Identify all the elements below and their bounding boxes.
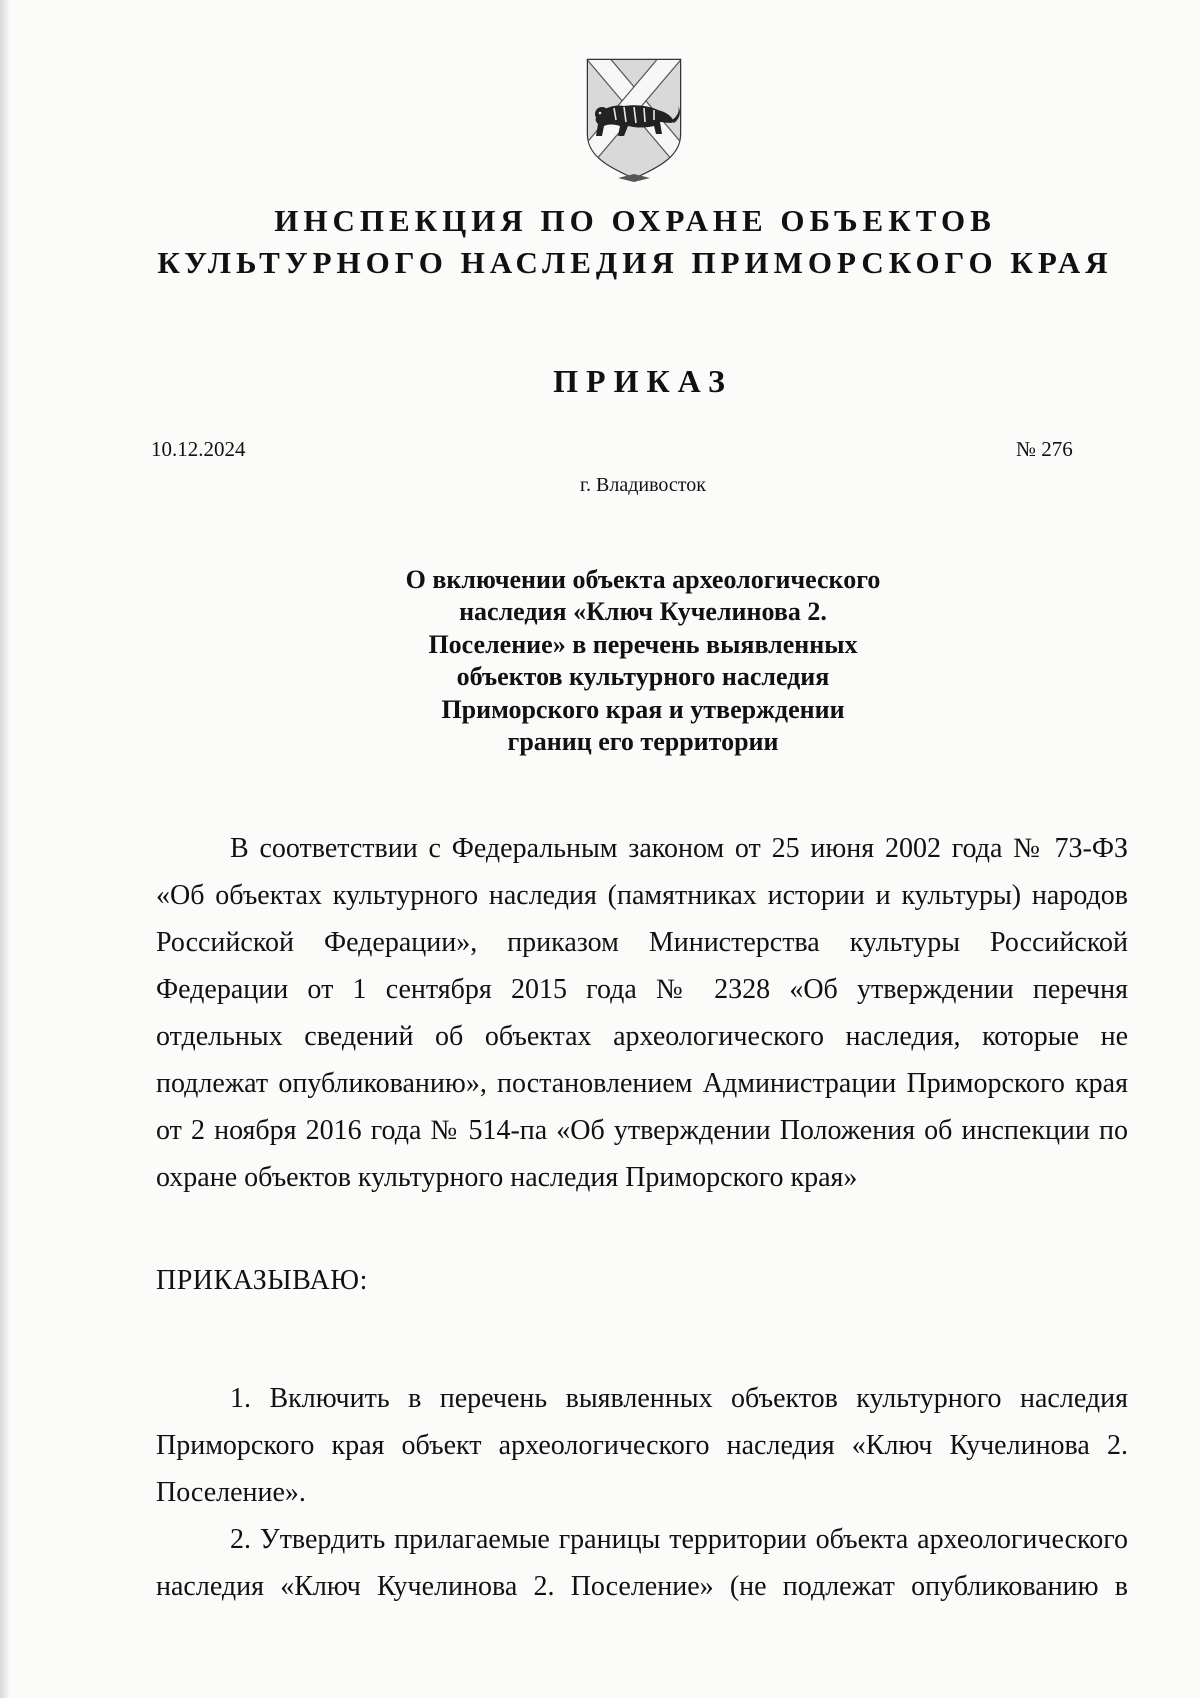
document-type-title: ПРИКАЗ xyxy=(553,363,733,399)
order-item-2 xyxy=(156,1516,1128,1610)
subject-line: наследия «Ключ Кучелинова 2. xyxy=(459,597,827,627)
document-date: 10.12.2024 xyxy=(151,437,246,461)
order-item-line: 1. Включить в перечень выявленных объектов культурного наследия xyxy=(230,1383,1128,1414)
preamble-line: Федерации от 1 сентября 2015 года № 2328 «Об утверждении перечня xyxy=(156,974,1128,1005)
preamble-paragraph xyxy=(156,825,1128,1201)
preamble-line: от 2 ноября 2016 года № 514-па «Об утверждении Положения об инспекции по xyxy=(156,1115,1128,1146)
order-item-line: наследия «Ключ Кучелинова 2. Поселение» (не подлежат опубликованию в xyxy=(156,1571,1128,1602)
order-item-1 xyxy=(156,1375,1128,1516)
preamble-line: подлежат опубликованию», постановлением Администрации Приморского края xyxy=(156,1068,1128,1099)
preamble-line: отдельных сведений об объектах археологического наследия, которые не xyxy=(156,1021,1128,1052)
preamble-line: «Об объектах культурного наследия (памятниках истории и культуры) народов xyxy=(156,880,1128,911)
organization-name-line-1: ИНСПЕКЦИЯ ПО ОХРАНЕ ОБЪЕКТОВ xyxy=(274,203,996,238)
order-item-line: 2. Утвердить прилагаемые границы территории объекта археологического xyxy=(230,1524,1128,1555)
ordain-heading: ПРИКАЗЫВАЮ: xyxy=(156,1265,368,1296)
document-number: № 276 xyxy=(1016,437,1073,461)
subject-line: объектов культурного наследия xyxy=(456,662,830,692)
document-city: г. Владивосток xyxy=(580,474,706,496)
primorsky-krai-coat-of-arms-icon xyxy=(584,56,684,182)
organization-name-line-2: КУЛЬТУРНОГО НАСЛЕДИЯ ПРИМОРСКОГО КРАЯ xyxy=(157,245,1113,280)
document-subject xyxy=(330,564,956,758)
preamble-line: охране объектов культурного наследия Приморского края» xyxy=(156,1162,858,1193)
order-item-line: Поселение». xyxy=(156,1477,306,1508)
subject-line: О включении объекта археологического xyxy=(405,565,881,594)
subject-line: Приморского края и утверждении xyxy=(441,694,845,724)
order-item-line: Приморского края объект археологического наследия «Ключ Кучелинова 2. xyxy=(156,1430,1128,1461)
preamble-line: Российской Федерации», приказом Министерства культуры Российской xyxy=(156,927,1128,958)
subject-line: Поселение» в перечень выявленных xyxy=(428,629,858,659)
preamble-line: В соответствии с Федеральным законом от 25 июня 2002 года № 73-ФЗ xyxy=(230,833,1128,864)
subject-line: границ его территории xyxy=(507,727,779,757)
